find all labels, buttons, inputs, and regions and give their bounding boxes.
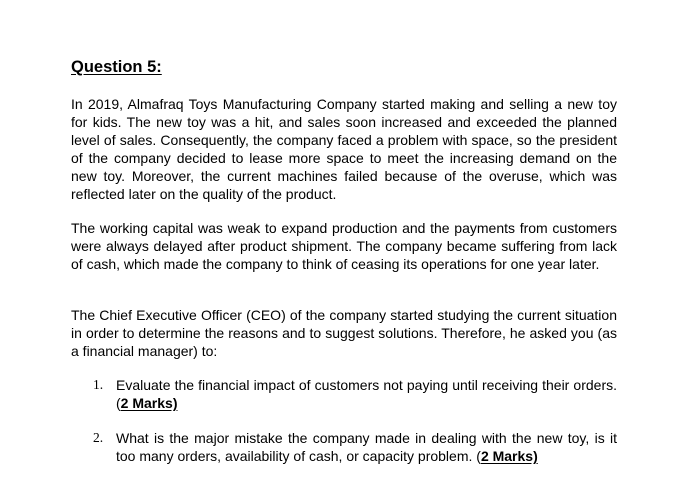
task-list (71, 0, 617, 499)
marks-label: 2 Marks) (480, 448, 538, 464)
question-heading: Question 5: (71, 58, 162, 76)
task-text: What is the major mistake the company made in dealing with the new toy, is it too many orders, availability of cash, or capacity problem. ( (116, 430, 617, 464)
paragraph-background: In 2019, Almafraq Toys Manufacturing Company started making and selling a new toy for kids. The new toy was a hit, and sales soon increased and exceeded the planned level of sales. Consequently, the company faced a problem with space, so the president of the company decided to lease more space to meet the increasing demand on the new toy. Moreover, the current machines failed because of the overuse, which was reflected later on the quality of the product. (71, 96, 617, 202)
list-number: 2. (93, 430, 104, 445)
paragraph-working-capital: The working capital was weak to expand production and the payments from customers were always delayed after product shipment. The company became suffering from lack of cash, which made the company to think of ceasing its operations for one year later. (71, 220, 617, 272)
task-text: Evaluate the financial impact of customers not paying until receiving their orders. ( (116, 377, 617, 411)
list-item-task-2 (71, 429, 617, 465)
paragraph-ceo-request: The Chief Executive Officer (CEO) of the company started studying the current situation in order to determine the reasons and to suggest solutions. Therefore, he asked you (as a financial manager) to: (71, 307, 617, 359)
marks-label: 2 Marks) (120, 395, 178, 411)
list-item-task-1 (71, 376, 617, 412)
list-number: 1. (93, 377, 104, 392)
